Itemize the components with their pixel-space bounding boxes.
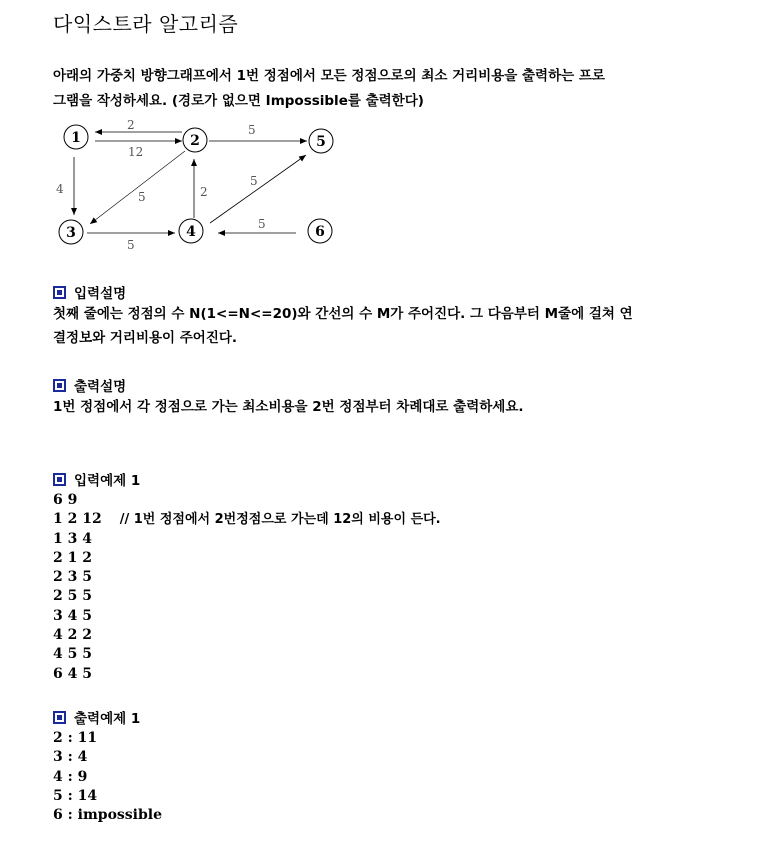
edge-label-4-5: 5 — [250, 174, 258, 188]
graph-node-label: 2 — [190, 133, 200, 149]
description-line: 그램을 작성하세요. (경로가 없으면 Impossible를 출력한다) — [53, 93, 424, 109]
output-description-text — [53, 395, 703, 419]
input-example-line: 6 4 5 — [53, 665, 92, 682]
edge-4-5 — [210, 155, 306, 223]
weighted-directed-graph — [50, 115, 350, 255]
input-example-line: 4 5 5 — [53, 646, 92, 663]
output-example-line: 3 : 4 — [53, 749, 88, 766]
graph-node-label: 3 — [66, 225, 76, 241]
page-title: 다익스트라 알고리즘 — [53, 12, 239, 36]
section-marker-icon — [53, 286, 66, 299]
output-example-line: 6 : impossible — [53, 807, 163, 824]
edge-label-2-1: 2 — [127, 118, 135, 132]
output-description-line: 1번 정점에서 각 정점으로 가는 최소비용을 2번 정점부터 차례대로 출력하세요. — [53, 399, 524, 415]
input-example-line: 2 3 5 — [53, 569, 92, 586]
input-example-comment: // 1번 정점에서 2번정점으로 가는데 12의 비용이 든다. — [119, 512, 441, 528]
graph-node-label: 4 — [186, 224, 196, 240]
input-description-line: 결정보와 거리비용이 주어진다. — [53, 330, 238, 346]
section-marker-icon — [53, 711, 66, 724]
input-example-block — [53, 491, 441, 684]
input-example-line: 1 3 4 — [53, 530, 92, 547]
input-example-line: 1 2 12 // 1번 정점에서 2번정점으로 가는데 12의 비용이 든다. — [53, 511, 441, 528]
input-example-line: 4 2 2 — [53, 627, 92, 644]
input-example-line: 3 4 5 — [53, 607, 92, 624]
section-marker-icon — [53, 379, 66, 392]
graph-node-label: 6 — [315, 224, 325, 240]
input-description-line: 첫째 줄에는 정점의 수 N(1<=N<=20)와 간선의 수 M가 주어진다. 그 다음부터 M줄에 걸쳐 연 — [53, 306, 633, 322]
section-heading-text: 출력예제 1 — [74, 711, 141, 727]
graph-node-label: 5 — [316, 134, 326, 150]
edge-label-3-4: 5 — [127, 238, 135, 252]
section-heading-text: 입력예제 1 — [74, 473, 141, 489]
section-heading-text: 입력설명 — [74, 286, 127, 302]
edge-label-2-3: 5 — [138, 190, 146, 204]
edge-label-1-2: 12 — [128, 145, 144, 159]
output-description-heading — [53, 375, 126, 395]
input-example-line: 6 9 — [53, 492, 78, 508]
edge-label-6-4: 5 — [258, 217, 266, 231]
input-example-line: 2 1 2 — [53, 549, 92, 566]
output-example-heading — [53, 707, 140, 727]
problem-description — [53, 64, 703, 114]
input-description-text — [53, 302, 703, 350]
input-example-heading — [53, 469, 140, 489]
edge-2-3 — [90, 151, 185, 224]
edge-label-4-2: 2 — [200, 185, 208, 199]
output-example-line: 5 : 14 — [53, 787, 98, 804]
output-example-block — [53, 729, 162, 825]
graph-node-label: 1 — [71, 130, 81, 146]
input-example-line: 2 5 5 — [53, 588, 92, 605]
output-example-line: 2 : 11 — [53, 730, 98, 746]
edge-label-1-3: 4 — [56, 182, 64, 196]
edge-label-2-5: 5 — [248, 123, 256, 137]
input-description-heading — [53, 282, 126, 302]
output-example-line: 4 : 9 — [53, 768, 88, 785]
section-marker-icon — [53, 473, 66, 486]
section-heading-text: 출력설명 — [74, 379, 127, 395]
description-line: 아래의 가중치 방향그래프에서 1번 정점에서 모든 정점으로의 최소 거리비용을 출력하는 프로 — [53, 68, 605, 84]
